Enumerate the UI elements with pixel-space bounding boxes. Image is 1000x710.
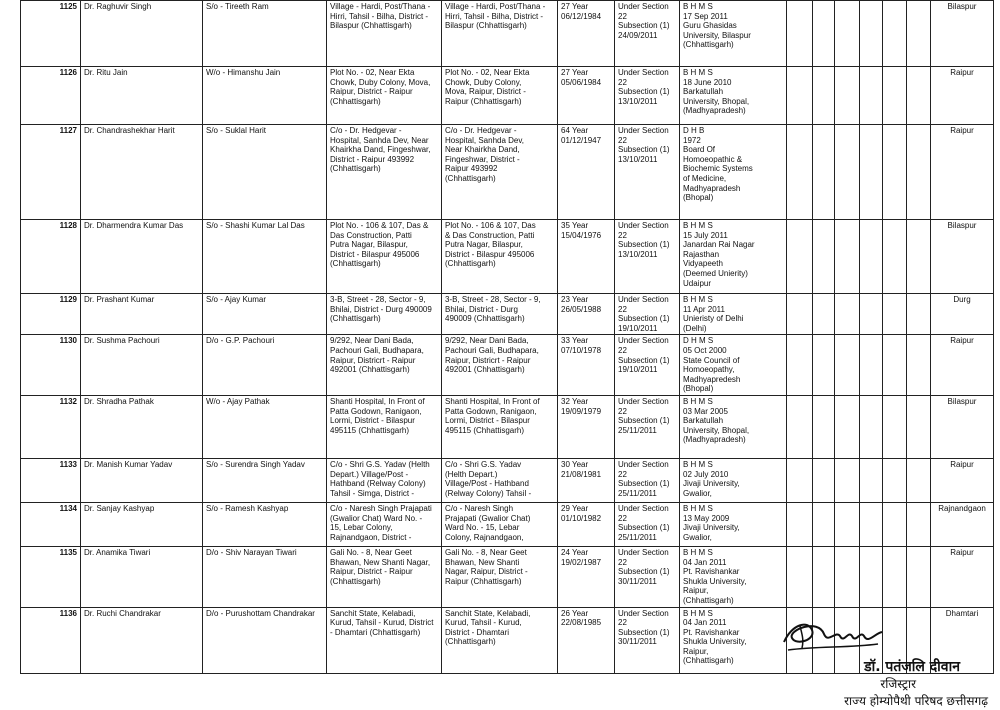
cell-addr1: Gali No. - 8, Near Geet Bhawan, New Shanti Nagar, Raipur, District - Raipur (Chhattisgarh)	[327, 546, 442, 607]
cell-relation: W/o - Himanshu Jain	[203, 67, 327, 125]
table-row	[21, 335, 994, 396]
cell-reg: Under Section 22 Subsection (1) 19/10/2011	[615, 294, 680, 335]
cell-addr1: C/o - Shri G.S. Yadav (Helth Depart.) Village/Post - Hathband (Relway Colony) Tahsil - Simga, District -	[327, 458, 442, 502]
empty-cell	[883, 395, 907, 458]
empty-cell	[883, 546, 907, 607]
empty-cell	[787, 125, 813, 220]
registrar-signature-block	[748, 612, 988, 708]
cell-age: 32 Year 19/09/1979	[558, 395, 615, 458]
cell-district: Raipur	[931, 458, 994, 502]
empty-cell	[835, 546, 860, 607]
empty-cell	[835, 294, 860, 335]
cell-age: 26 Year 22/08/1985	[558, 607, 615, 673]
cell-relation: W/o - Ajay Pathak	[203, 395, 327, 458]
cell-relation: S/o - Ramesh Kashyap	[203, 502, 327, 546]
cell-sno: 1129	[21, 294, 81, 335]
cell-district: Durg	[931, 294, 994, 335]
cell-name: Dr. Chandrashekhar Harit	[81, 125, 203, 220]
cell-name: Dr. Ruchi Chandrakar	[81, 607, 203, 673]
cell-addr1: Village - Hardi, Post/Thana - Hirri, Tahsil - Bilha, District - Bilaspur (Chhattisgarh)	[327, 1, 442, 67]
empty-cell	[787, 458, 813, 502]
cell-sno: 1128	[21, 220, 81, 294]
empty-cell	[907, 220, 931, 294]
cell-sno: 1135	[21, 546, 81, 607]
cell-addr2: Sanchit State, Kelabadi, Kurud, Tahsil - Kurud, District - Dhamtari (Chhattisgarh)	[442, 607, 558, 673]
signature-scribble	[778, 612, 888, 658]
table-row	[21, 67, 994, 125]
cell-reg: Under Section 22 Subsection (1) 13/10/2011	[615, 67, 680, 125]
empty-cell	[860, 1, 883, 67]
empty-cell	[835, 458, 860, 502]
cell-sno: 1125	[21, 1, 81, 67]
empty-cell	[907, 502, 931, 546]
cell-name: Dr. Sanjay Kashyap	[81, 502, 203, 546]
cell-sno: 1136	[21, 607, 81, 673]
empty-cell	[813, 294, 835, 335]
empty-cell	[787, 502, 813, 546]
cell-sno: 1127	[21, 125, 81, 220]
empty-cell	[813, 335, 835, 396]
cell-age: 29 Year 01/10/1982	[558, 502, 615, 546]
empty-cell	[813, 546, 835, 607]
cell-age: 23 Year 26/05/1988	[558, 294, 615, 335]
cell-sno: 1132	[21, 395, 81, 458]
cell-name: Dr. Sushma Pachouri	[81, 335, 203, 396]
cell-qual: D H M S 05 Oct 2000 State Council of Homoeopathy, Madhyapredesh (Bhopal)	[680, 335, 787, 396]
empty-cell	[883, 67, 907, 125]
cell-district: Bilaspur	[931, 395, 994, 458]
empty-cell	[787, 294, 813, 335]
empty-cell	[883, 125, 907, 220]
table-row	[21, 546, 994, 607]
cell-qual: B H M S 04 Jan 2011 Pt. Ravishankar Shukla University, Raipur, (Chhattisgarh)	[680, 546, 787, 607]
cell-relation: S/o - Tireeth Ram	[203, 1, 327, 67]
cell-relation: S/o - Suklal Harit	[203, 125, 327, 220]
empty-cell	[813, 395, 835, 458]
empty-cell	[860, 395, 883, 458]
empty-cell	[860, 220, 883, 294]
empty-cell	[835, 335, 860, 396]
cell-reg: Under Section 22 Subsection (1) 25/11/2011	[615, 458, 680, 502]
table-row	[21, 294, 994, 335]
cell-district: Raipur	[931, 67, 994, 125]
empty-cell	[813, 458, 835, 502]
cell-addr1: C/o - Naresh Singh Prajapati (Gwalior Chat) Ward No. - 15, Lebar Colony, Rajnandgaon, District -	[327, 502, 442, 546]
cell-addr1: Shanti Hospital, In Front of Patta Godown, Ranigaon, Lormi, District - Bilaspur 495115 (Chhattisgarh)	[327, 395, 442, 458]
cell-name: Dr. Anamika Tiwari	[81, 546, 203, 607]
cell-addr2: Gali No. - 8, Near Geet Bhawan, New Shanti Nagar, Raipur, District - Raipur (Chhattisgarh)	[442, 546, 558, 607]
empty-cell	[883, 1, 907, 67]
empty-cell	[907, 125, 931, 220]
table-row	[21, 395, 994, 458]
cell-addr1: 9/292, Near Dani Bada, Pachouri Gali, Budhapara, Raipur, Districrt - Raipur 492001 (Chhattisgarh)	[327, 335, 442, 396]
empty-cell	[860, 335, 883, 396]
empty-cell	[907, 395, 931, 458]
empty-cell	[907, 67, 931, 125]
cell-name: Dr. Dharmendra Kumar Das	[81, 220, 203, 294]
empty-cell	[835, 125, 860, 220]
cell-age: 33 Year 07/10/1978	[558, 335, 615, 396]
cell-qual: B H M S 17 Sep 2011 Guru Ghasidas University, Bilaspur (Chhattisgarh)	[680, 1, 787, 67]
empty-cell	[883, 335, 907, 396]
cell-addr2: C/o - Naresh Singh Prajapati (Gwalior Chat) Ward No. - 15, Lebar Colony, Rajnandgaon,	[442, 502, 558, 546]
cell-reg: Under Section 22 Subsection (1) 25/11/2011	[615, 502, 680, 546]
empty-cell	[860, 294, 883, 335]
cell-qual: B H M S 11 Apr 2011 Unieristy of Delhi (Delhi)	[680, 294, 787, 335]
cell-relation: S/o - Ajay Kumar	[203, 294, 327, 335]
cell-qual: D H B 1972 Board Of Homoeopathic & Biochemic Systems of Medicine, Madhyapradesh (Bhopal)	[680, 125, 787, 220]
cell-addr1: Plot No. - 106 & 107, Das & Das Construction, Patti Putra Nagar, Bilaspur, District - Bilaspur 495006 (Chhattisgarh)	[327, 220, 442, 294]
cell-addr2: 3-B, Street - 28, Sector - 9, Bhilai, District - Durg 490009 (Chhattisgarh)	[442, 294, 558, 335]
cell-reg: Under Section 22 Subsection (1) 13/10/2011	[615, 220, 680, 294]
empty-cell	[860, 67, 883, 125]
cell-addr1: Plot No. - 02, Near Ekta Chowk, Duby Colony, Mova, Raipur, District - Raipur (Chhattisgarh)	[327, 67, 442, 125]
table-row	[21, 1, 994, 67]
cell-addr1: 3-B, Street - 28, Sector - 9, Bhilai, District - Durg 490009 (Chhattisgarh)	[327, 294, 442, 335]
cell-addr2: Village - Hardi, Post/Thana - Hirri, Tahsil - Bilha, District - Bilaspur (Chhattisgarh)	[442, 1, 558, 67]
cell-age: 27 Year 06/12/1984	[558, 1, 615, 67]
empty-cell	[787, 335, 813, 396]
empty-cell	[883, 502, 907, 546]
empty-cell	[813, 125, 835, 220]
cell-age: 27 Year 05/06/1984	[558, 67, 615, 125]
empty-cell	[907, 546, 931, 607]
empty-cell	[907, 1, 931, 67]
empty-cell	[907, 335, 931, 396]
empty-cell	[835, 395, 860, 458]
cell-district: Raipur	[931, 125, 994, 220]
empty-cell	[835, 502, 860, 546]
cell-age: 24 Year 19/02/1987	[558, 546, 615, 607]
empty-cell	[860, 546, 883, 607]
cell-addr2: Plot No. - 02, Near Ekta Chowk, Duby Colony, Mova, Raipur, District - Raipur (Chhattisgarh)	[442, 67, 558, 125]
cell-age: 30 Year 21/08/1981	[558, 458, 615, 502]
empty-cell	[860, 125, 883, 220]
empty-cell	[813, 1, 835, 67]
cell-sno: 1133	[21, 458, 81, 502]
empty-cell	[883, 294, 907, 335]
table-row	[21, 125, 994, 220]
cell-addr2: Plot No. - 106 & 107, Das & Das Construction, Patti Putra Nagar, Bilaspur, District - Bilaspur 495006 (Chhattisgarh)	[442, 220, 558, 294]
table-row	[21, 502, 994, 546]
cell-qual: B H M S 18 June 2010 Barkatullah University, Bhopal, (Madhyapradesh)	[680, 67, 787, 125]
empty-cell	[787, 220, 813, 294]
cell-district: Bilaspur	[931, 220, 994, 294]
cell-addr1: C/o - Dr. Hedgevar - Hospital, Sanhda Dev, Near Khairkha Dand, Fingeshwar, District - Raipur 493992 (Chhattisgarh)	[327, 125, 442, 220]
cell-qual: B H M S 04 Jan 2011 Pt. Ravishankar Shukla University, Raipur, (Chhattisgarh)	[680, 607, 787, 673]
cell-name: Dr. Manish Kumar Yadav	[81, 458, 203, 502]
cell-district: Raipur	[931, 335, 994, 396]
cell-name: Dr. Ritu Jain	[81, 67, 203, 125]
cell-sno: 1134	[21, 502, 81, 546]
cell-relation: S/o - Surendra Singh Yadav	[203, 458, 327, 502]
cell-name: Dr. Prashant Kumar	[81, 294, 203, 335]
empty-cell	[860, 458, 883, 502]
cell-name: Dr. Shradha Pathak	[81, 395, 203, 458]
cell-district: Dhamtari	[931, 607, 994, 673]
cell-qual: B H M S 13 May 2009 Jivaji University, Gwalior,	[680, 502, 787, 546]
cell-reg: Under Section 22 Subsection (1) 13/10/2011	[615, 125, 680, 220]
cell-addr2: C/o - Dr. Hedgevar - Hospital, Sanhda Dev, Near Khairkha Dand, Fingeshwar, District - Raipur 493992 (Chhattisgarh)	[442, 125, 558, 220]
cell-name: Dr. Raghuvir Singh	[81, 1, 203, 67]
table-row	[21, 458, 994, 502]
cell-district: Raipur	[931, 546, 994, 607]
cell-relation: D/o - Shiv Narayan Tiwari	[203, 546, 327, 607]
cell-qual: B H M S 15 July 2011 Janardan Rai Nagar Rajasthan Vidyapeeth (Deemed Unierity) Udaipur	[680, 220, 787, 294]
empty-cell	[787, 1, 813, 67]
cell-qual: B H M S 03 Mar 2005 Barkatullah University, Bhopal, (Madhyapradesh)	[680, 395, 787, 458]
table-row	[21, 220, 994, 294]
cell-district: Rajnandgaon	[931, 502, 994, 546]
registration-table	[20, 0, 994, 674]
cell-reg: Under Section 22 Subsection (1) 30/11/2011	[615, 607, 680, 673]
empty-cell	[860, 502, 883, 546]
cell-relation: D/o - Purushottam Chandrakar	[203, 607, 327, 673]
registrar-title: रजिस्ट्रार	[880, 677, 916, 691]
empty-cell	[907, 294, 931, 335]
council-name: राज्य होम्योपैथी परिषद छत्तीसगढ़	[844, 694, 988, 708]
cell-sno: 1130	[21, 335, 81, 396]
cell-relation: D/o - G.P. Pachouri	[203, 335, 327, 396]
empty-cell	[813, 220, 835, 294]
empty-cell	[835, 67, 860, 125]
empty-cell	[813, 502, 835, 546]
empty-cell	[813, 67, 835, 125]
cell-addr1: Sanchit State, Kelabadi, Kurud, Tahsil - Kurud, District - Dhamtari (Chhattisgarh)	[327, 607, 442, 673]
cell-relation: S/o - Shashi Kumar Lal Das	[203, 220, 327, 294]
registrar-name: डॉ. पतंजलि दीवान	[864, 659, 960, 675]
cell-age: 64 Year 01/12/1947	[558, 125, 615, 220]
cell-sno: 1126	[21, 67, 81, 125]
empty-cell	[883, 220, 907, 294]
empty-cell	[835, 220, 860, 294]
cell-age: 35 Year 15/04/1976	[558, 220, 615, 294]
cell-addr2: C/o - Shri G.S. Yadav (Helth Depart.) Village/Post - Hathband (Relway Colony) Tahsil -	[442, 458, 558, 502]
cell-district: Bilaspur	[931, 1, 994, 67]
empty-cell	[787, 395, 813, 458]
cell-qual: B H M S 02 July 2010 Jivaji University, Gwalior,	[680, 458, 787, 502]
empty-cell	[787, 67, 813, 125]
cell-reg: Under Section 22 Subsection (1) 19/10/2011	[615, 335, 680, 396]
cell-addr2: 9/292, Near Dani Bada, Pachouri Gali, Budhapara, Raipur, Districrt - Raipur 492001 (Chhattisgarh)	[442, 335, 558, 396]
cell-addr2: Shanti Hospital, In Front of Patta Godown, Ranigaon, Lormi, District - Bilaspur 495115 (Chhattisgarh)	[442, 395, 558, 458]
empty-cell	[835, 1, 860, 67]
cell-reg: Under Section 22 Subsection (1) 25/11/2011	[615, 395, 680, 458]
empty-cell	[787, 546, 813, 607]
cell-reg: Under Section 22 Subsection (1) 24/09/2011	[615, 1, 680, 67]
empty-cell	[907, 458, 931, 502]
empty-cell	[883, 458, 907, 502]
cell-reg: Under Section 22 Subsection (1) 30/11/2011	[615, 546, 680, 607]
